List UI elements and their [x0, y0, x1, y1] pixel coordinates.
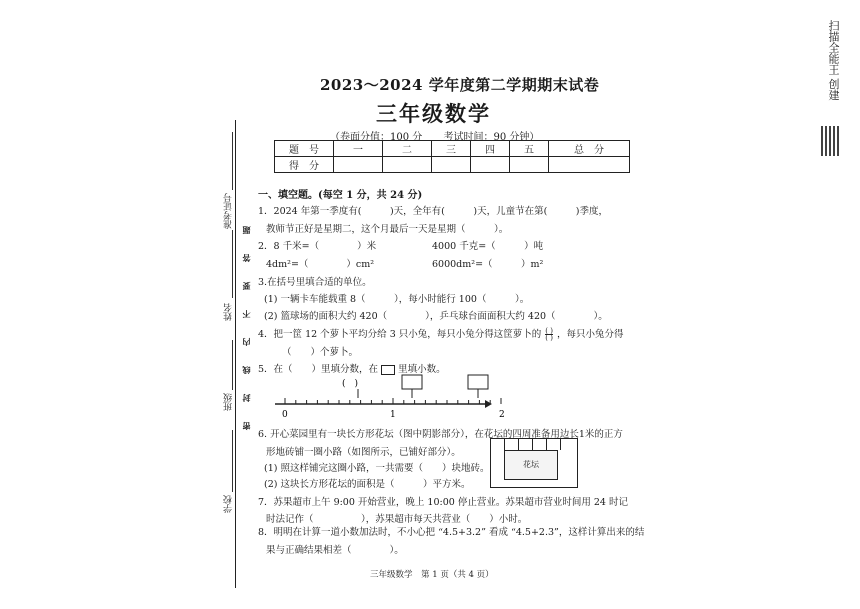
question-7-line-1: 7．苏果超市上午 9:00 开始营业，晚上 10:00 停止营业。苏果超市营业时间用 24 时记 [258, 497, 628, 508]
score-table [274, 140, 630, 173]
axis-arrow-icon [485, 400, 492, 408]
question-1-line-2: 教师节正好是星期二，这个月最后一天是星期（ ）。 [266, 224, 509, 235]
exam-title: 2023～2024 学年度第二学期期末试卷 [320, 76, 600, 94]
question-4-text-end: ，每只小兔分得 [557, 329, 624, 340]
question-6-line-1: 6. 开心菜园里有一块长方形花坛（图中阴影部分），在花坛的四周准备用边长1米的正方 [258, 429, 623, 440]
binding-line [235, 120, 236, 588]
page-footer: 三年级数学 第 1 页（共 4 页） [370, 570, 494, 580]
question-2-left-2: 4dm²=（ ）cm² [266, 259, 375, 270]
question-5-text-end: 里填小数。 [398, 364, 446, 375]
answer-box-2[interactable] [468, 375, 488, 389]
school-label: 学校 [224, 495, 234, 513]
tile-divider [532, 438, 533, 450]
question-4-text: 4．把一筐 12 个萝卜平均分给 3 只小兔，每只小兔分得这筐萝卜的 [258, 329, 542, 340]
flowerbed-label: 花坛 [504, 450, 558, 480]
score-col-3: 三 [432, 141, 471, 157]
score-cell[interactable] [383, 157, 432, 173]
question-5-text: 5．在（ ）里填分数，在 [258, 364, 379, 375]
tick-label-2: 2 [499, 410, 505, 420]
question-2-right-2: 6000dm²=（ ）m² [432, 259, 544, 270]
name-label: 姓名 [224, 303, 234, 321]
subject-title: 三年级数学 [376, 101, 491, 126]
school-line [232, 430, 233, 492]
tile-divider [504, 438, 505, 450]
score-cell[interactable] [549, 157, 630, 173]
question-3-heading: 3.在括号里填合适的单位。 [258, 277, 372, 288]
fraction-numerator: ( ) [545, 327, 553, 335]
question-4-line-2: （ ）个萝卜。 [282, 347, 359, 358]
answer-box-1[interactable] [402, 375, 422, 389]
tile-divider [518, 438, 519, 450]
tick-label-1: 1 [390, 410, 396, 420]
score-col-5: 五 [510, 141, 549, 157]
score-col-4: 四 [471, 141, 510, 157]
score-cell[interactable] [471, 157, 510, 173]
seal-notice: 密 封 线 内 不 要 答 题 [241, 220, 251, 430]
score-row-label: 得 分 [275, 157, 334, 173]
tile-divider [560, 438, 561, 450]
question-8-line-2: 果与正确结果相差（ ）。 [266, 545, 404, 556]
question-5-line [258, 361, 446, 375]
fraction-denominator: ( ) [545, 334, 553, 342]
ticket-number-label: 准考证号 [224, 193, 234, 229]
question-8-line-1: 8．明明在计算一道小数加法时，不小心把 “4.5+3.2” 看成 “4.5+2.3”，这样计算出来的结 [258, 527, 645, 538]
question-3-part-1: (1) 一辆卡车能载重 8（ ），每小时能行 100（ ）。 [264, 294, 530, 305]
tile-divider [546, 438, 547, 450]
exam-time: 考试时间：90 分钟） [443, 132, 540, 143]
question-7-line-2: 时法记作（ ），苏果超市每天共营业（ ）小时。 [266, 514, 528, 525]
score-col-total: 总 分 [549, 141, 630, 157]
class-label: 班级 [224, 393, 234, 411]
question-3-part-2: (2) 篮球场的面积大约 420（ ），乒乓球台面面积大约 420（ ）。 [264, 311, 608, 322]
score-cell[interactable] [334, 157, 383, 173]
blank-paren: ( ) [342, 379, 359, 389]
fraction-blank[interactable] [545, 328, 553, 341]
score-cell[interactable] [510, 157, 549, 173]
question-6-line-2: 形地砖铺一圈小路（如图所示，已铺好部分）。 [266, 447, 461, 458]
score-col-2: 二 [383, 141, 432, 157]
question-6-part-1: (1) 照这样铺完这圈小路，一共需要（ ）块地砖。 [264, 463, 490, 474]
number-line [270, 374, 505, 424]
score-cell[interactable] [432, 157, 471, 173]
ticket-number-line [232, 132, 233, 190]
tick-label-0: 0 [282, 410, 288, 420]
question-2-left-1: 2．8 千米=（ ）米 [258, 241, 377, 252]
qr-code-icon [821, 126, 841, 156]
full-score: （卷面分值：100 分 [330, 132, 423, 143]
axis-ticks [285, 398, 501, 404]
score-col-1: 一 [334, 141, 383, 157]
score-header-label: 题 号 [275, 141, 334, 157]
section-1-heading: 一、填空题。(每空 1 分，共 24 分) [258, 190, 423, 201]
name-line [232, 230, 233, 298]
question-2-right-1: 4000 千克=（ ）吨 [432, 241, 544, 252]
question-1-line-1: 1．2024 年第一季度有( )天，全年有( )天，儿童节在第( )季度， [258, 206, 608, 217]
scanner-watermark: 扫描全能王 创建 [827, 20, 840, 101]
small-box-icon [381, 365, 395, 375]
question-4-line-1 [258, 326, 624, 341]
class-line [232, 340, 233, 390]
question-6-part-2: (2) 这块长方形花坛的面积是（ ）平方米。 [264, 479, 471, 490]
